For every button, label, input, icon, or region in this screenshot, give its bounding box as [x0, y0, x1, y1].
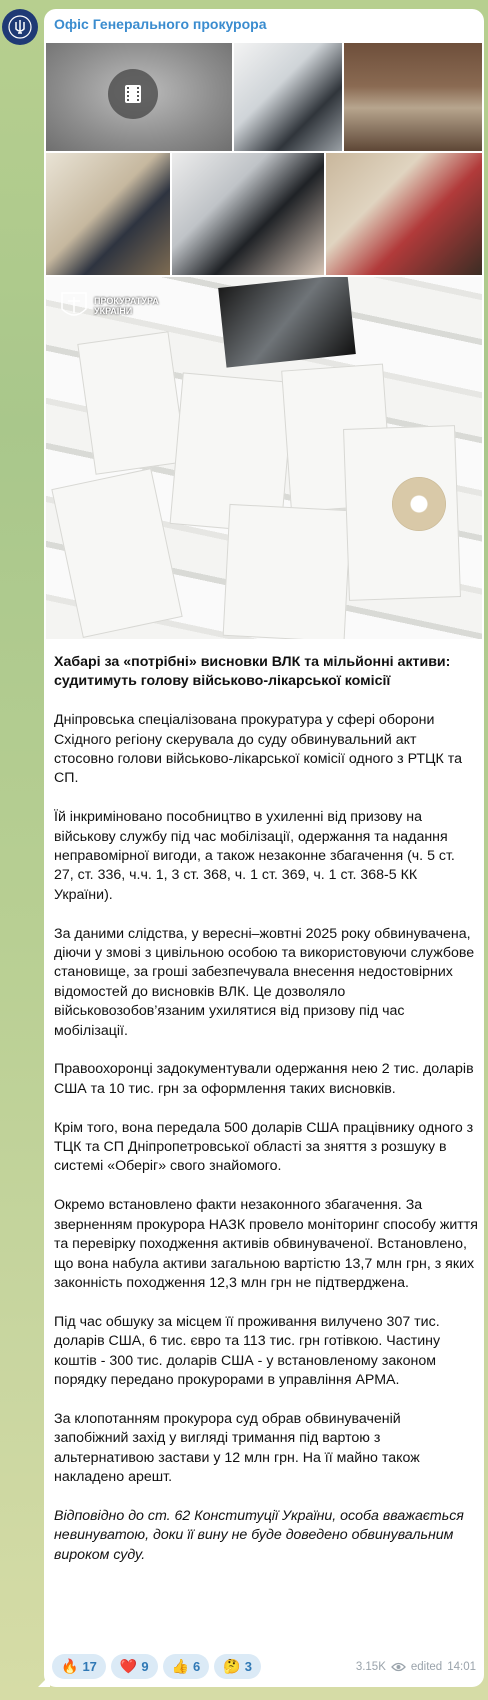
eye-icon — [391, 1662, 406, 1672]
media-photo-cash-table[interactable] — [344, 43, 482, 151]
thinking-face-icon: 🤔 — [223, 1658, 241, 1674]
watermark-line2: УКРАЇНИ — [94, 306, 133, 316]
video-play-icon[interactable] — [108, 69, 158, 119]
reactions-bar — [52, 1654, 261, 1679]
reaction-heart[interactable] — [111, 1654, 158, 1679]
message-meta — [356, 1661, 476, 1673]
media-photo-vehicle-search[interactable] — [172, 153, 324, 275]
channel-avatar[interactable] — [2, 9, 38, 45]
media-video-thumbnail[interactable] — [46, 43, 232, 151]
message-text — [54, 653, 478, 1584]
reaction-thumbs-up[interactable] — [163, 1654, 210, 1679]
post-paragraph: Дніпровська спеціалізована прокуратура у сфері оборони Східного регіону скерувала до суду обвинувальний акт стосовно голови військово-лікарської комісії одного з РТЦК та СП. — [54, 712, 462, 787]
reaction-count: 6 — [193, 1659, 201, 1674]
post-disclaimer: Відповідно до ст. 62 Конституції України, особа вважається невинуватою, доки її вину не буде доведено обвинувальним вироком суду. — [54, 1507, 464, 1563]
reaction-thinking[interactable] — [214, 1654, 261, 1679]
post-paragraph: Їй інкриміновано пособництво в ухиленні від призову на військову службу під час мобілізації, одержання та надання неправомірної вигоди, а також незаконне збагачення (ч. 5 ст. 27, ст. 336, ч.ч. 1, 3 ст. 368, ч. 1 ст. 369, ч. 1 ст. 368-5 КК України). — [54, 809, 455, 903]
media-photo-woman[interactable] — [326, 153, 482, 275]
reaction-count: 17 — [82, 1659, 97, 1674]
reaction-fire[interactable] — [52, 1654, 106, 1679]
fire-icon: 🔥 — [61, 1658, 79, 1674]
channel-name[interactable]: Офіс Генерального прокурора — [54, 16, 267, 32]
media-photo-car-trunk[interactable] — [234, 43, 342, 151]
post-paragraph: Правоохоронці задокументували одержання нею 2 тис. доларів США та 10 тис. грн за оформлення таких висновків. — [54, 1061, 474, 1097]
post-paragraph: Окремо встановлено факти незаконного збагачення. За зверненням прокурора НАЗК провело моніторинг способу життя та перевірку походження активів обвинуваченої. Встановлено, що вона набула активи загальною вартістю 13,7 млн грн, з яких законність походження 12,3 млн грн не підтверджена. — [54, 1197, 478, 1291]
thumbs-up-icon: 👍 — [171, 1658, 190, 1674]
xray-film — [218, 277, 356, 368]
message-bubble — [44, 9, 484, 1687]
watermark — [60, 291, 159, 321]
trident-emblem-icon — [7, 14, 33, 40]
cd-disc — [392, 477, 446, 531]
post-paragraph: За даними слідства, у вересні–жовтні 2025 року обвинувачена, діючи у змові з цивільною особою та використовуючи службове становище, за гроші забезпечувала внесення недостовірних відомостей до висновків ВЛК. Це дозволяло військовозобов’язаним ухилятися від призову під час мобілізації. — [54, 925, 475, 1039]
post-paragraph: За клопотанням прокурора суд обрав обвинуваченій запобіжний захід у вигляді тримання під вартою з альтернативою застави у 12 млн грн. На її майно також накладено арешт. — [54, 1410, 420, 1485]
edited-label: edited — [410, 1661, 443, 1673]
media-photo-documents[interactable] — [46, 277, 482, 639]
post-paragraph: Під час обшуку за місцем її проживання вилучено 307 тис. доларів США, 6 тис. євро та 113 тис. грн готівкою. Частину коштів - 300 тис. доларів США - у встановленому законом порядку передано прокурорами в управління АРМА. — [54, 1313, 441, 1388]
reaction-count: 3 — [244, 1659, 252, 1674]
media-grid — [46, 43, 482, 639]
post-paragraph: Крім того, вона передала 500 доларів США працівнику одного з ТЦК та СП Дніпропетровської області за зняття з розшуку в системі «Оберіг» свого знайомого. — [54, 1119, 474, 1175]
heart-icon: ❤️ — [119, 1658, 138, 1674]
watermark-line1: ПРОКУРАТУРА — [94, 296, 159, 306]
prosecutor-logo-icon — [60, 291, 88, 321]
views-count: 3.15K — [355, 1661, 386, 1673]
post-title: Хабарі за «потрібні» висновки ВЛК та мільйонні активи: судитимуть голову військово-лікарської комісії — [54, 654, 451, 690]
message-time: 14:01 — [447, 1661, 476, 1673]
media-photo-office-search[interactable] — [46, 153, 170, 275]
reaction-count: 9 — [141, 1659, 149, 1674]
